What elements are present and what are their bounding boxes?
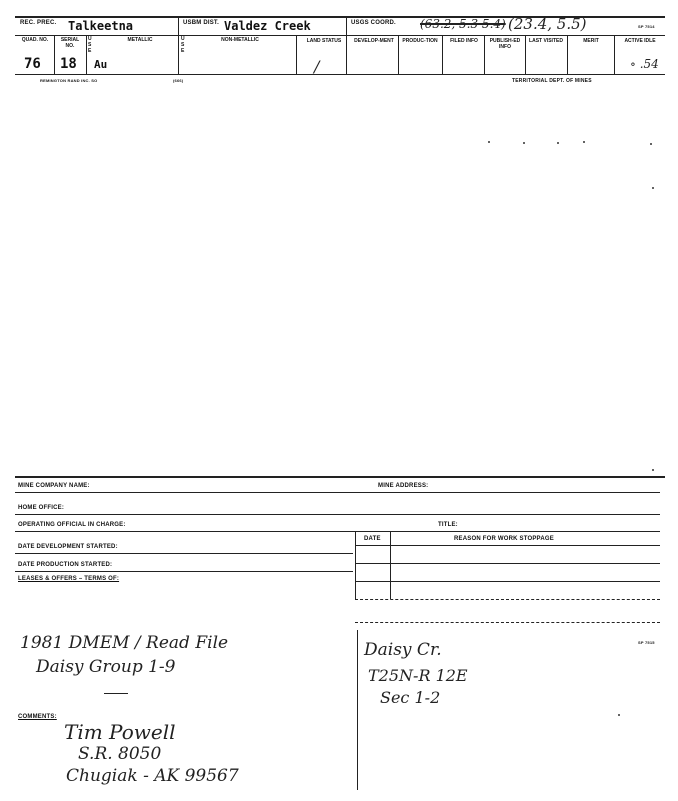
col-divider <box>525 35 526 74</box>
use-label: U S E <box>181 36 185 54</box>
col-divider <box>567 35 568 74</box>
filed-info-label: FILED INFO <box>450 38 478 44</box>
usbm-dist-label: USBM DIST. <box>183 20 220 26</box>
table-rule <box>355 599 660 600</box>
use-label: U S E <box>88 36 92 54</box>
metallic-label: METALLIC <box>127 37 153 43</box>
mine-company-label: MINE COMPANY NAME: <box>18 483 90 489</box>
date-column-label: DATE <box>364 536 381 542</box>
table-rule <box>355 545 660 546</box>
reason-column-label: REASON FOR WORK STOPPAGE <box>454 536 554 542</box>
operating-official-label: OPERATING OFFICIAL IN CHARGE: <box>18 522 126 528</box>
col-divider <box>442 35 443 74</box>
col-divider <box>54 35 55 74</box>
field-rule <box>15 553 353 554</box>
scan-speck <box>652 469 654 471</box>
usgs-coord-struck: (63.2, 5.3 5.4) <box>420 17 506 31</box>
nonmetallic-label: NON-METALLIC <box>221 37 259 43</box>
bottom-rule <box>15 74 665 75</box>
col-divider <box>614 35 615 74</box>
merit-label: MERIT <box>583 38 599 44</box>
handwritten-note: S.R. 8050 <box>78 744 162 764</box>
land-status-label: LAND STATUS <box>306 38 342 44</box>
land-status-mark: / <box>314 57 320 76</box>
field-rule <box>15 514 660 515</box>
handwritten-note: Sec 1-2 <box>380 688 441 707</box>
col-divider <box>484 35 485 74</box>
col-divider <box>398 35 399 74</box>
printer-imprint: REMINGTON RAND INC. SO <box>40 78 98 83</box>
scan-speck <box>583 141 585 143</box>
col-divider <box>296 35 297 74</box>
active-idle-label: ACTIVE IDLE <box>624 38 656 44</box>
handwritten-dash <box>104 693 128 694</box>
scan-speck <box>523 142 525 144</box>
handwritten-note: Daisy Cr. <box>364 640 442 660</box>
scan-speck <box>652 187 654 189</box>
handwritten-note: T25N-R 12E <box>368 666 468 685</box>
department-imprint: TERRITORIAL DEPT. OF MINES <box>512 78 592 84</box>
field-rule <box>15 531 660 532</box>
scan-speck <box>650 143 652 145</box>
col-divider <box>178 17 179 74</box>
comments-divider <box>357 630 358 790</box>
production-label: PRODUC-TION <box>402 38 438 44</box>
card-top-rule <box>15 476 665 478</box>
scan-speck <box>618 714 620 716</box>
col-divider <box>346 17 347 74</box>
field-rule <box>15 492 660 493</box>
serial-value: 18 <box>60 56 77 72</box>
usgs-coord-label: USGS COORD. <box>351 20 396 26</box>
date-development-label: DATE DEVELOPMENT STARTED: <box>18 544 118 550</box>
serial-label: SERIAL NO. <box>60 37 80 49</box>
scan-speck <box>557 142 559 144</box>
col-divider <box>86 35 87 74</box>
handwritten-signature: Tim Powell <box>64 720 176 744</box>
handwritten-note: Chugiak - AK 99567 <box>66 766 239 786</box>
field-rule <box>15 571 353 572</box>
rec-prec-value: Talkeetna <box>68 19 134 33</box>
rec-prec-label: REC. PREC. <box>20 20 57 26</box>
last-visited-label: LAST VISITED <box>529 38 563 44</box>
leases-label: LEASES & OFFERS – TERMS OF: <box>18 576 120 582</box>
development-label: DEVELOP-MENT <box>354 38 394 44</box>
table-border <box>390 531 391 599</box>
handwritten-note: 1981 DMEM / Read File <box>20 633 229 653</box>
table-border <box>355 531 356 599</box>
published-info-label: PUBLISH-ED INFO <box>489 38 521 50</box>
table-rule <box>355 563 660 564</box>
handwritten-note: Daisy Group 1-9 <box>36 657 176 677</box>
quad-value: 76 <box>24 56 41 72</box>
scan-speck <box>488 141 490 143</box>
metallic-value: Au <box>94 58 108 71</box>
form-number: SP 7514 <box>638 24 655 29</box>
usgs-coord-value: (23.4, 5.5) <box>508 15 587 33</box>
table-rule <box>355 581 660 582</box>
usbm-dist-value: Valdez Creek <box>224 19 311 33</box>
active-mark: ∘ .54 <box>630 57 659 71</box>
comments-label: COMMENTS: <box>18 714 57 720</box>
form-number-bottom: SP 7515 <box>638 640 655 645</box>
table-rule <box>355 622 660 623</box>
title-label: TITLE: <box>438 522 458 528</box>
home-office-label: HOME OFFICE: <box>18 505 65 511</box>
quad-label: QUAD. NO. <box>21 37 49 43</box>
printer-code: (666) <box>173 78 184 83</box>
date-production-label: DATE PRODUCTION STARTED: <box>18 562 113 568</box>
mine-address-label: MINE ADDRESS: <box>378 483 429 489</box>
